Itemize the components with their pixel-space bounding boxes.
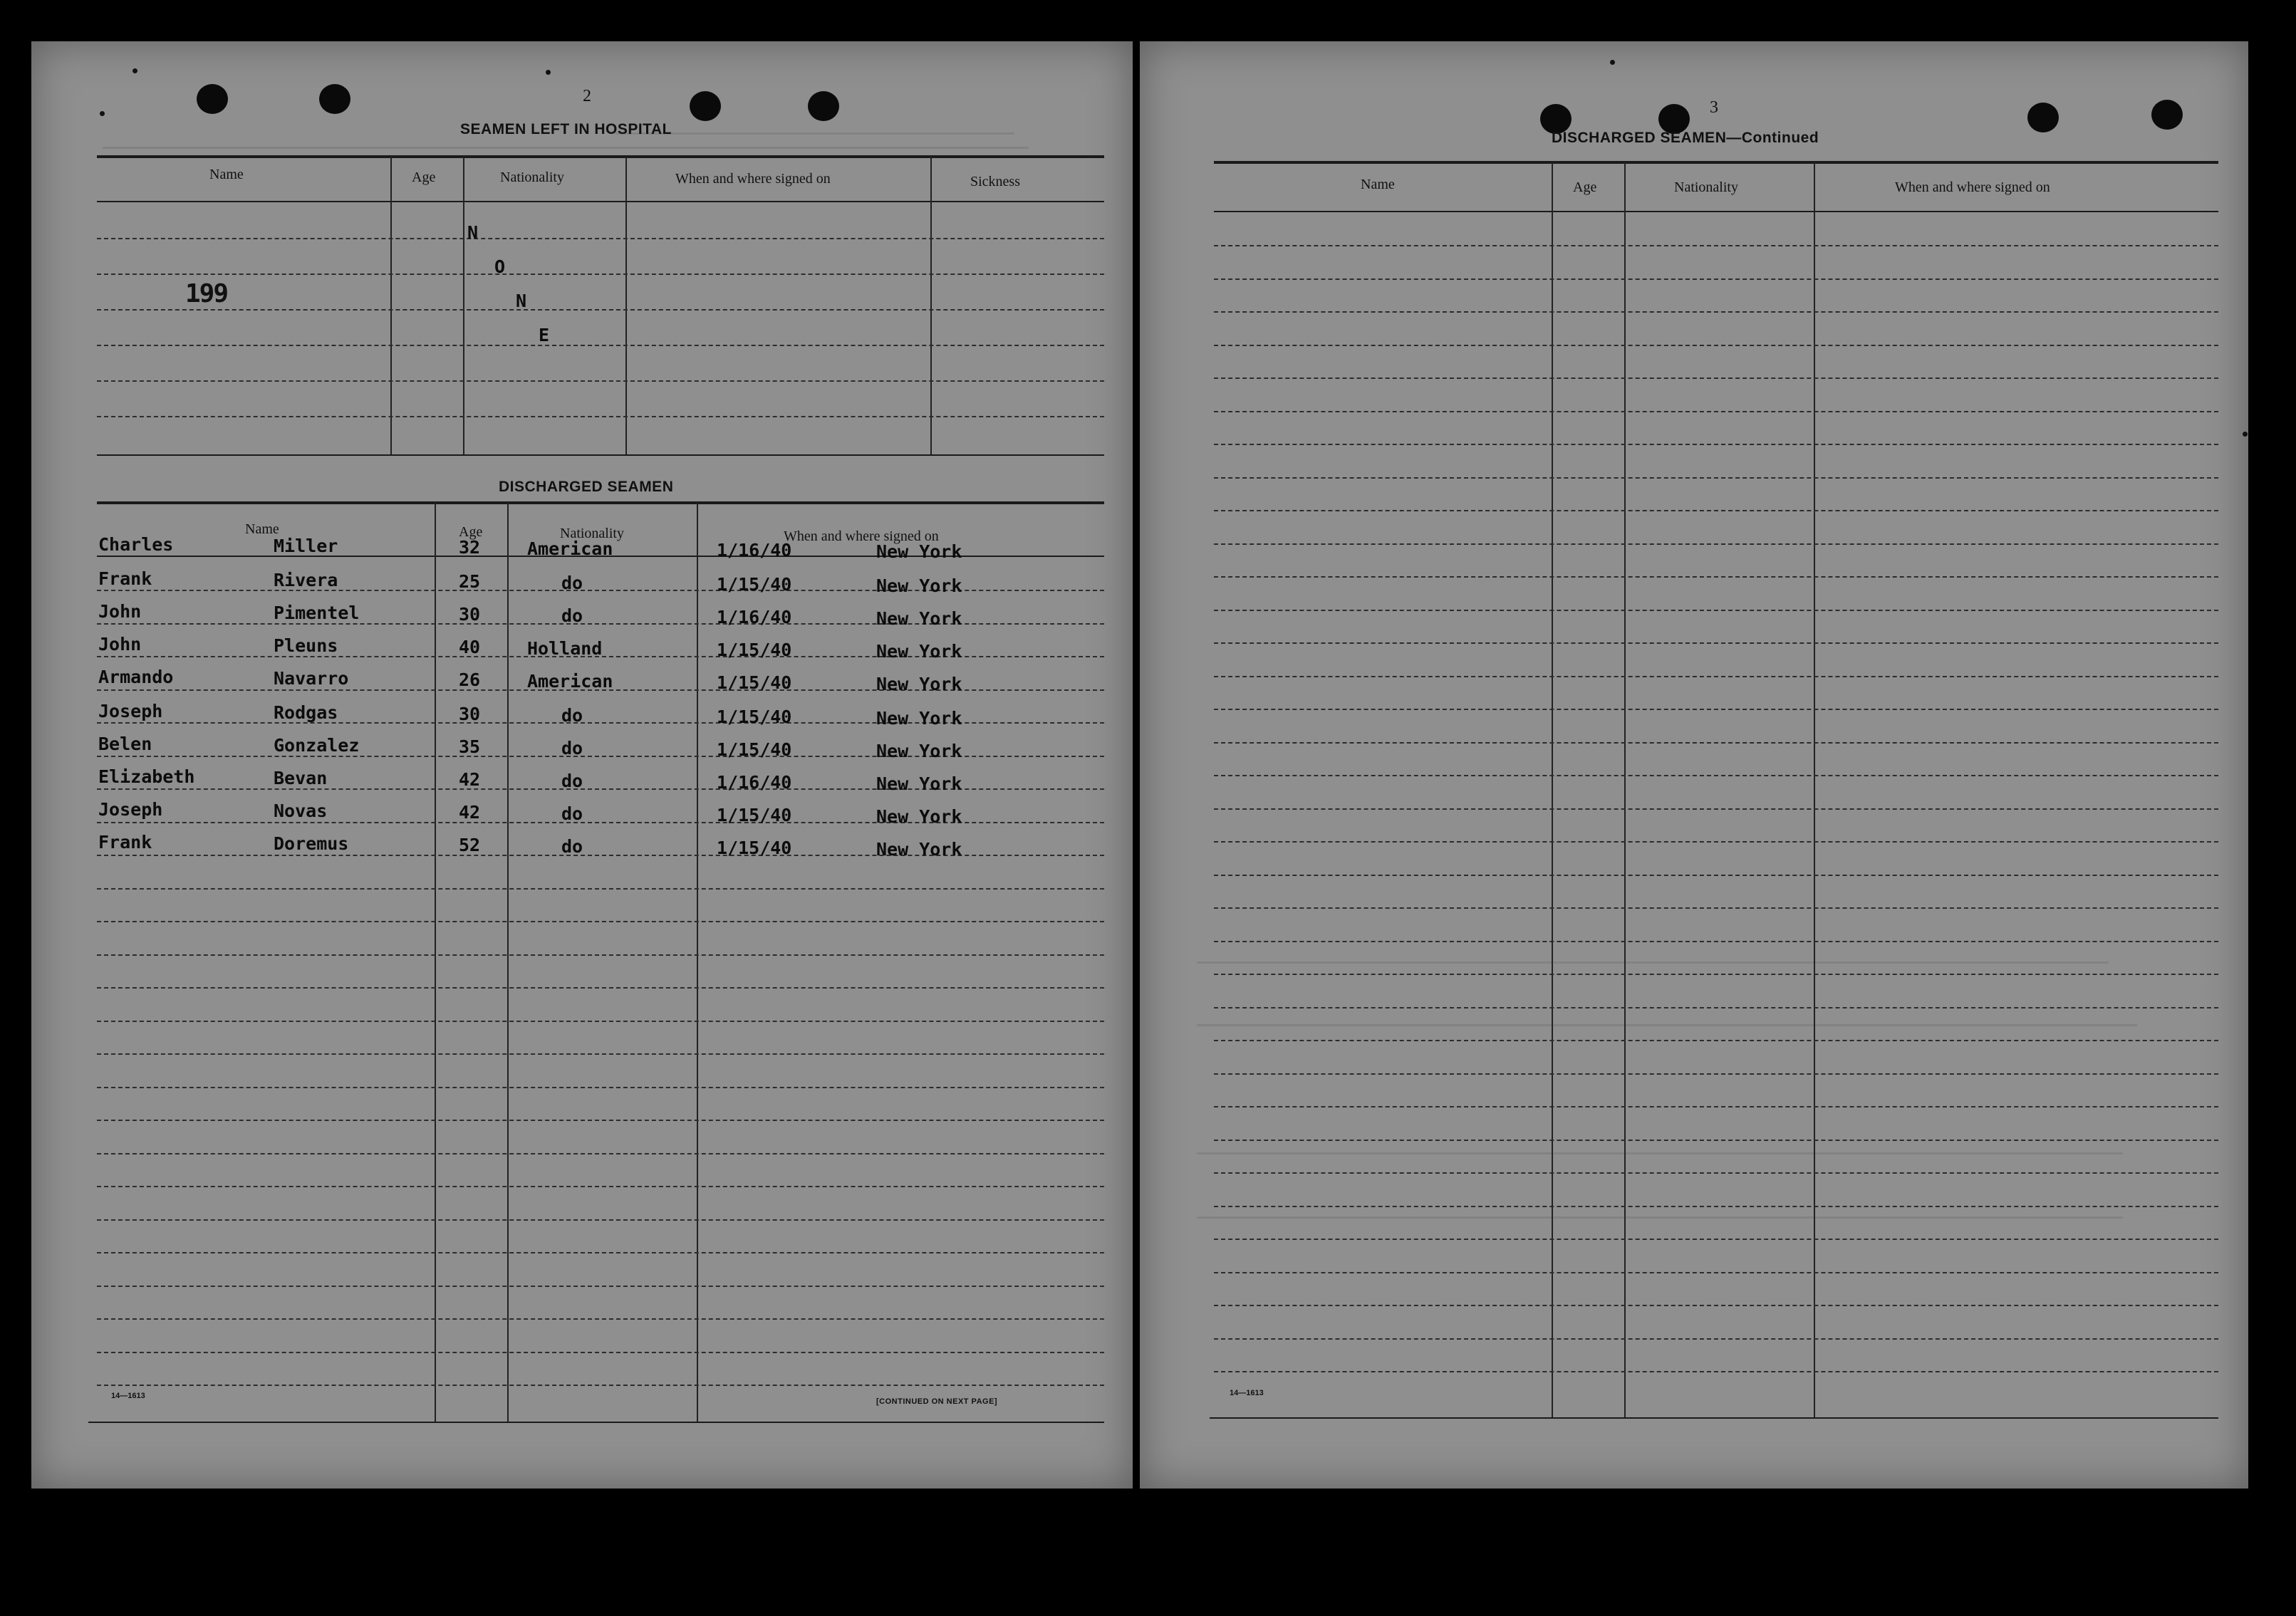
column-divider	[463, 157, 464, 456]
column-header-age: Age	[459, 524, 483, 540]
age-cell: 42	[459, 769, 481, 790]
nationality-cell: American	[527, 671, 613, 692]
place-cell: New York	[876, 575, 962, 596]
entry-line	[97, 1219, 1104, 1221]
entry-line	[1214, 444, 2218, 445]
punch-hole	[2151, 100, 2183, 130]
entry-line	[1214, 642, 2218, 644]
last-name-cell: Rodgas	[274, 702, 338, 723]
entry-line	[97, 380, 1104, 382]
entry-line	[1214, 941, 2218, 942]
first-name-cell: Charles	[98, 534, 174, 555]
entry-line	[1214, 345, 2218, 346]
place-cell: New York	[876, 608, 962, 629]
continued-note: [CONTINUED ON NEXT PAGE]	[876, 1397, 998, 1406]
column-header-age: Age	[412, 170, 436, 185]
place-cell: New York	[876, 839, 962, 860]
speck	[2243, 432, 2248, 437]
first-name-cell: Joseph	[98, 701, 163, 721]
hospital-section-title: SEAMEN LEFT IN HOSPITAL	[460, 121, 672, 137]
date-cell: 1/15/40	[717, 574, 792, 595]
column-header-nationality: Nationality	[500, 170, 564, 185]
entry-line	[97, 1252, 1104, 1253]
nationality-cell: do	[561, 771, 583, 791]
entry-line	[97, 1318, 1104, 1320]
entry-line	[1214, 1106, 2218, 1107]
entry-line	[97, 921, 1104, 922]
nationality-cell: Holland	[527, 638, 603, 659]
column-divider	[1624, 162, 1626, 1419]
punch-hole	[197, 84, 228, 114]
column-divider	[1552, 162, 1553, 1419]
age-cell: 25	[459, 571, 481, 592]
entry-line	[97, 1087, 1104, 1088]
first-name-cell: John	[98, 601, 142, 622]
last-name-cell: Bevan	[274, 768, 328, 788]
nationality-cell: do	[561, 705, 583, 726]
entry-line	[1214, 543, 2218, 545]
date-cell: 1/15/40	[717, 805, 792, 825]
entry-line	[1214, 1206, 2218, 1207]
rule	[88, 1422, 1104, 1423]
entry-line	[1214, 610, 2218, 611]
page-number: 3	[1710, 98, 1718, 117]
entry-line	[1214, 1040, 2218, 1041]
bleed-through	[1197, 1152, 2123, 1154]
last-name-cell: Miller	[274, 536, 338, 556]
entry-line	[1214, 841, 2218, 843]
column-divider	[930, 157, 932, 456]
punch-hole	[690, 91, 721, 121]
column-header-nationality: Nationality	[560, 526, 624, 541]
rule	[1214, 211, 2218, 212]
last-name-cell: Doremus	[274, 833, 349, 854]
form-number: 14—1613	[111, 1392, 145, 1400]
right-page	[1140, 41, 2248, 1489]
entry-line	[1214, 477, 2218, 479]
speck	[133, 68, 137, 73]
entry-line	[97, 987, 1104, 989]
none-letter: N	[467, 222, 479, 243]
nationality-cell: do	[561, 803, 583, 824]
entry-line	[1214, 1305, 2218, 1306]
none-letter: E	[539, 325, 550, 345]
age-cell: 30	[459, 704, 481, 724]
rule	[1210, 1417, 2218, 1419]
rule	[1214, 161, 2218, 164]
entry-line	[97, 1286, 1104, 1287]
form-number: 14—1613	[1230, 1389, 1264, 1397]
age-cell: 26	[459, 669, 481, 690]
discharged-section-title: DISCHARGED SEAMEN	[499, 479, 674, 495]
first-name-cell: Armando	[98, 667, 174, 687]
entry-line	[1214, 676, 2218, 677]
entry-line	[97, 273, 1104, 275]
entry-line	[97, 1352, 1104, 1353]
entry-line	[1214, 875, 2218, 876]
age-cell: 35	[459, 736, 481, 757]
nationality-cell: American	[527, 538, 613, 559]
speck	[100, 111, 105, 116]
place-cell: New York	[876, 708, 962, 729]
entry-line	[1214, 775, 2218, 776]
entry-line	[97, 888, 1104, 890]
date-cell: 1/16/40	[717, 607, 792, 627]
column-header-signed-on: When and where signed on	[1895, 179, 2050, 195]
column-divider	[625, 157, 627, 456]
place-cell: New York	[876, 773, 962, 794]
date-cell: 1/15/40	[717, 707, 792, 727]
date-cell: 1/15/40	[717, 672, 792, 693]
column-header-name: Name	[245, 521, 279, 537]
column-header-sickness: Sickness	[970, 174, 1020, 189]
entry-line	[1214, 278, 2218, 280]
speck	[546, 70, 551, 75]
entry-line	[97, 1385, 1104, 1386]
entry-line	[1214, 1239, 2218, 1240]
rule	[97, 155, 1104, 158]
entry-line	[1214, 576, 2218, 578]
first-name-cell: Elizabeth	[98, 766, 195, 787]
bleed-through	[1197, 1024, 2137, 1026]
bleed-through	[615, 132, 1014, 135]
age-cell: 40	[459, 637, 481, 657]
column-divider	[1814, 162, 1815, 1419]
entry-line	[1214, 1140, 2218, 1141]
entry-line	[97, 1053, 1104, 1055]
entry-line	[97, 1120, 1104, 1121]
entry-line	[1214, 1007, 2218, 1008]
first-name-cell: John	[98, 634, 142, 655]
entry-line	[1214, 709, 2218, 710]
entry-line	[1214, 377, 2218, 379]
punch-hole	[319, 84, 350, 114]
last-name-cell: Novas	[274, 801, 328, 821]
nationality-cell: do	[561, 573, 583, 593]
age-cell: 30	[459, 604, 481, 625]
speck	[1610, 60, 1615, 65]
entry-line	[1214, 245, 2218, 246]
punch-hole	[808, 91, 839, 121]
date-cell: 1/15/40	[717, 640, 792, 660]
entry-line	[1214, 808, 2218, 810]
entry-line	[1214, 742, 2218, 744]
date-cell: 1/15/40	[717, 739, 792, 760]
place-cell: New York	[876, 541, 962, 562]
date-cell: 1/15/40	[717, 838, 792, 858]
column-header-name: Name	[1361, 177, 1395, 192]
entry-line	[1214, 1073, 2218, 1075]
place-cell: New York	[876, 641, 962, 662]
entry-line	[97, 345, 1104, 346]
age-cell: 42	[459, 802, 481, 823]
entry-line	[97, 1153, 1104, 1154]
last-name-cell: Gonzalez	[274, 735, 360, 756]
bleed-through	[1197, 961, 2109, 964]
entry-line	[1214, 510, 2218, 511]
entry-line	[97, 309, 1104, 311]
first-name-cell: Frank	[98, 832, 152, 853]
place-cell: New York	[876, 741, 962, 761]
entry-line	[97, 954, 1104, 956]
rule	[97, 201, 1104, 202]
column-divider	[390, 157, 392, 456]
age-cell: 32	[459, 537, 481, 558]
age-cell: 52	[459, 835, 481, 855]
page-number: 2	[583, 87, 591, 105]
column-header-signed-on: When and where signed on	[675, 171, 831, 187]
entry-line	[1214, 1338, 2218, 1340]
column-header-signed-on: When and where signed on	[784, 528, 939, 544]
page-title: DISCHARGED SEAMEN—Continued	[1552, 130, 1819, 146]
nationality-cell: do	[561, 738, 583, 759]
last-name-cell: Rivera	[274, 570, 338, 590]
entry-line	[1214, 1371, 2218, 1372]
bleed-through	[103, 147, 1029, 149]
entry-line	[1214, 1272, 2218, 1273]
left-page	[31, 41, 1133, 1489]
rule	[97, 454, 1104, 456]
first-name-cell: Frank	[98, 568, 152, 589]
first-name-cell: Belen	[98, 734, 152, 754]
entry-line	[1214, 974, 2218, 975]
last-name-cell: Navarro	[274, 668, 349, 689]
entry-line	[1214, 411, 2218, 412]
stamped-number: 199	[185, 279, 228, 308]
nationality-cell: do	[561, 836, 583, 857]
place-cell: New York	[876, 806, 962, 827]
column-header-nationality: Nationality	[1674, 179, 1738, 195]
last-name-cell: Pimentel	[274, 603, 360, 623]
date-cell: 1/16/40	[717, 540, 792, 561]
entry-line	[1214, 907, 2218, 909]
column-header-name: Name	[209, 167, 244, 182]
entry-line	[97, 1021, 1104, 1022]
last-name-cell: Pleuns	[274, 635, 338, 656]
entry-line	[1214, 311, 2218, 313]
bleed-through	[1197, 1216, 2123, 1219]
place-cell: New York	[876, 674, 962, 694]
entry-line	[97, 416, 1104, 417]
first-name-cell: Joseph	[98, 799, 163, 820]
entry-line	[97, 1186, 1104, 1187]
punch-hole	[2027, 103, 2059, 132]
entry-line	[1214, 1172, 2218, 1174]
none-letter: O	[494, 256, 506, 277]
column-header-age: Age	[1573, 179, 1597, 195]
none-letter: N	[516, 291, 527, 311]
date-cell: 1/16/40	[717, 772, 792, 793]
nationality-cell: do	[561, 605, 583, 626]
rule	[97, 501, 1104, 504]
entry-line	[97, 238, 1104, 239]
